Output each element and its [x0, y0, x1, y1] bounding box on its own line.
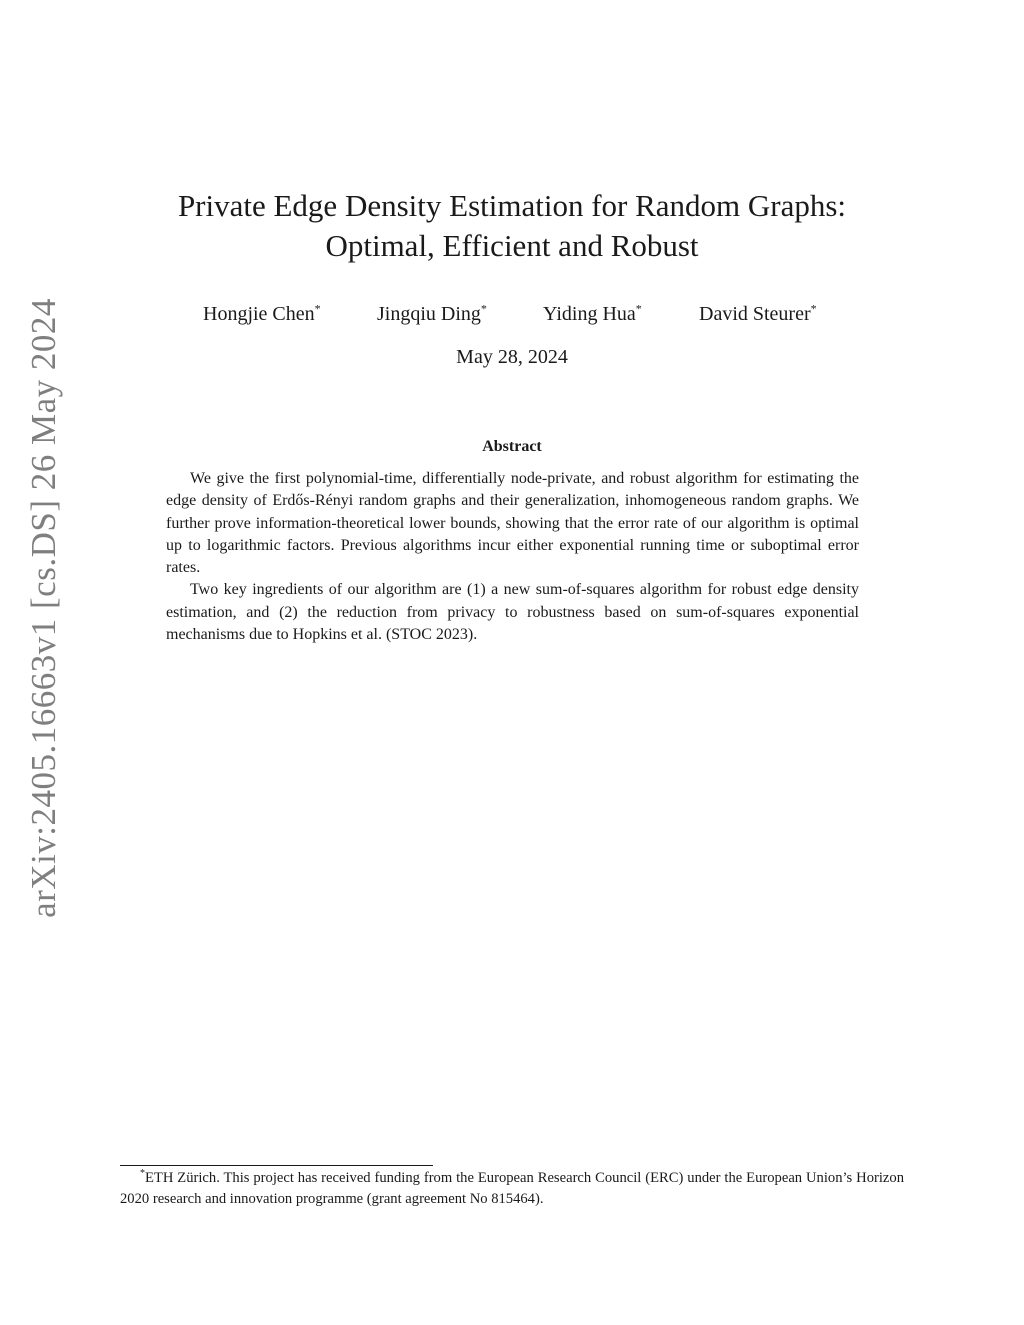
paper-title-line-2: Optimal, Efficient and Robust	[325, 228, 699, 263]
affiliation-mark: *	[635, 301, 642, 316]
publication-date: May 28, 2024	[456, 346, 568, 368]
author-list	[0, 300, 1024, 328]
abstract-heading: Abstract	[482, 438, 542, 455]
affiliation-mark: *	[314, 301, 321, 316]
abstract-paragraph: We give the first polynomial-time, differentially node-private, and robust algorithm for estimating the edge density of Erdős-Rényi random graphs and their generalization, inhomogeneous random graphs. We further prove information-theoretical lower bounds, showing that the error rate of our algorithm is optimal up to logarithmic factors. Previous algorithms incur either exponential running time or suboptimal error rates.	[166, 470, 859, 577]
author-name: Yiding Hua*	[543, 301, 642, 325]
author-name: David Steurer*	[699, 301, 817, 325]
abstract-paragraph: Two key ingredients of our algorithm are (1) a new sum-of-squares algorithm for robust edge density estimation, and (2) the reduction from privacy to robustness based on sum-of-squares exponential mechanisms due to Hopkins et al. (STOC 2023).	[166, 581, 859, 644]
footnote	[120, 1168, 904, 1210]
affiliation-mark: *	[810, 301, 817, 316]
affiliation-mark: *	[480, 301, 487, 316]
footnote-rule	[120, 1165, 433, 1166]
footnote-mark: *	[140, 1168, 145, 1180]
abstract-body	[166, 468, 859, 646]
paper-title	[0, 186, 1024, 266]
footnote-text: ETH Zürich. This project has received funding from the European Research Council (ERC) under the European Union’s Horizon 2020 research and innovation programme (grant agreement No 815464).	[120, 1170, 904, 1207]
arxiv-identifier-stamp: arXiv:2405.16663v1 [cs.DS] 26 May 2024	[24, 298, 63, 918]
author-name: Jingqiu Ding*	[377, 301, 487, 325]
author-name: Hongjie Chen*	[203, 301, 321, 325]
paper-title-line-1: Private Edge Density Estimation for Random Graphs:	[177, 188, 847, 223]
